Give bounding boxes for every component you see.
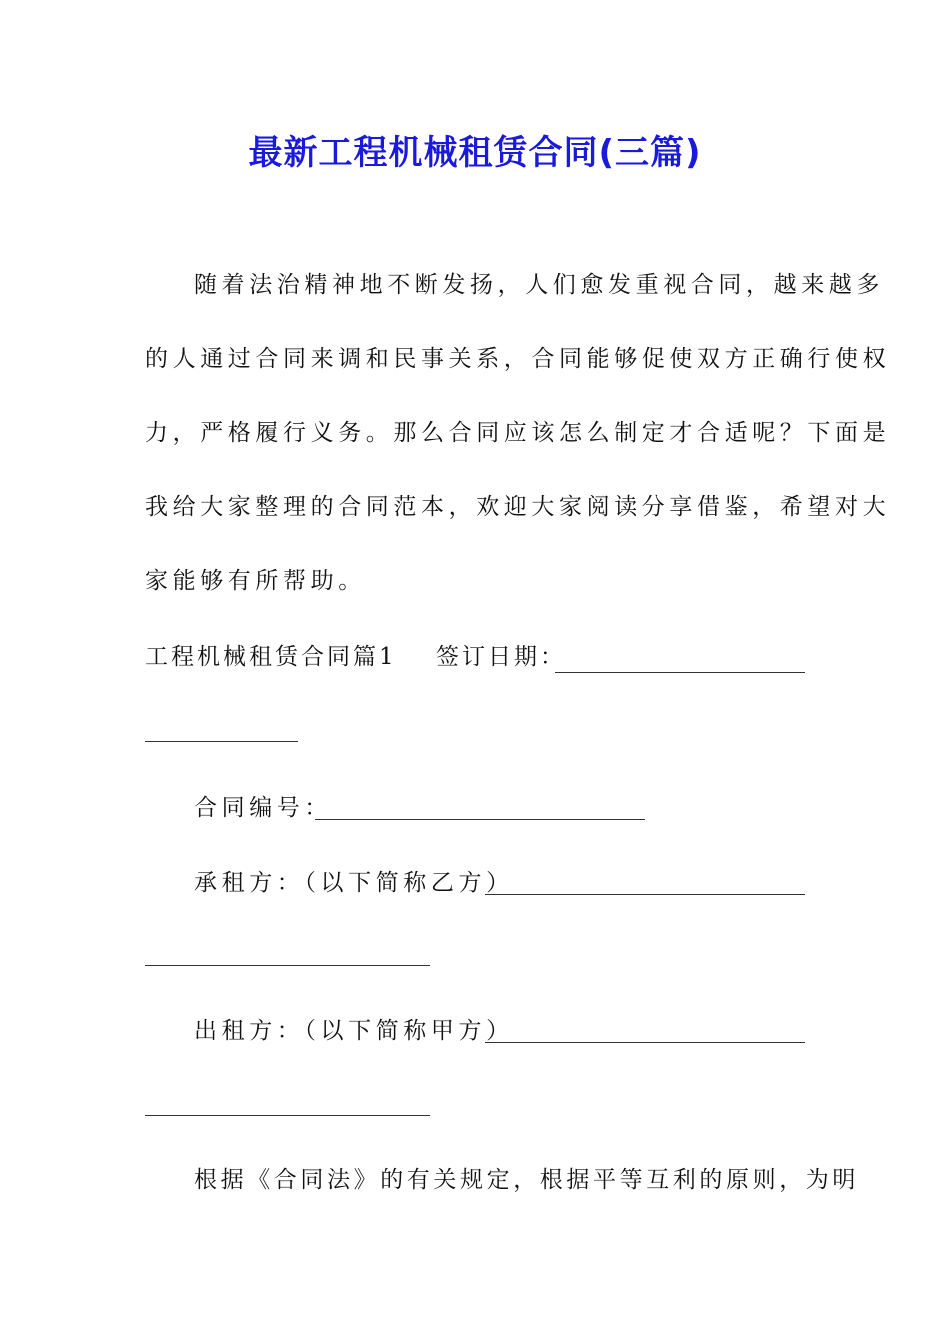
intro-line-5: 家能够有所帮助。 [145,568,366,594]
section-heading: 工程机械租赁合同篇1 [145,644,397,670]
sign-date-blank[interactable] [555,672,805,673]
contract-no-blank[interactable] [315,819,645,820]
contract-no-label: 合同编号： [194,795,332,821]
intro-line-3: 力，严格履行义务。那么合同应该怎么制定才合适呢？下面是 [145,420,891,446]
document-title: 最新工程机械租赁合同(三篇) [248,133,702,173]
sign-date-label: 签订日期： [436,644,566,670]
body-line-1: 根据《合同法》的有关规定，根据平等互利的原则，为明 [194,1167,859,1193]
lessor-label: 出租方：（以下简称甲方） [194,1018,514,1044]
sign-date-blank-cont[interactable] [145,741,298,742]
lessee-blank[interactable] [485,894,805,895]
intro-line-4: 我给大家整理的合同范本，欢迎大家阅读分享借鉴，希望对大 [145,494,891,520]
intro-line-2: 的人通过合同来调和民事关系，合同能够促使双方正确行使权 [145,346,891,372]
lessee-label: 承租方：（以下简称乙方） [194,870,514,896]
lessor-blank-cont[interactable] [145,1115,430,1116]
lessor-blank[interactable] [485,1042,805,1043]
lessee-blank-cont[interactable] [145,965,430,966]
intro-line-1: 随着法治精神地不断发扬，人们愈发重视合同，越来越多 [194,272,884,298]
